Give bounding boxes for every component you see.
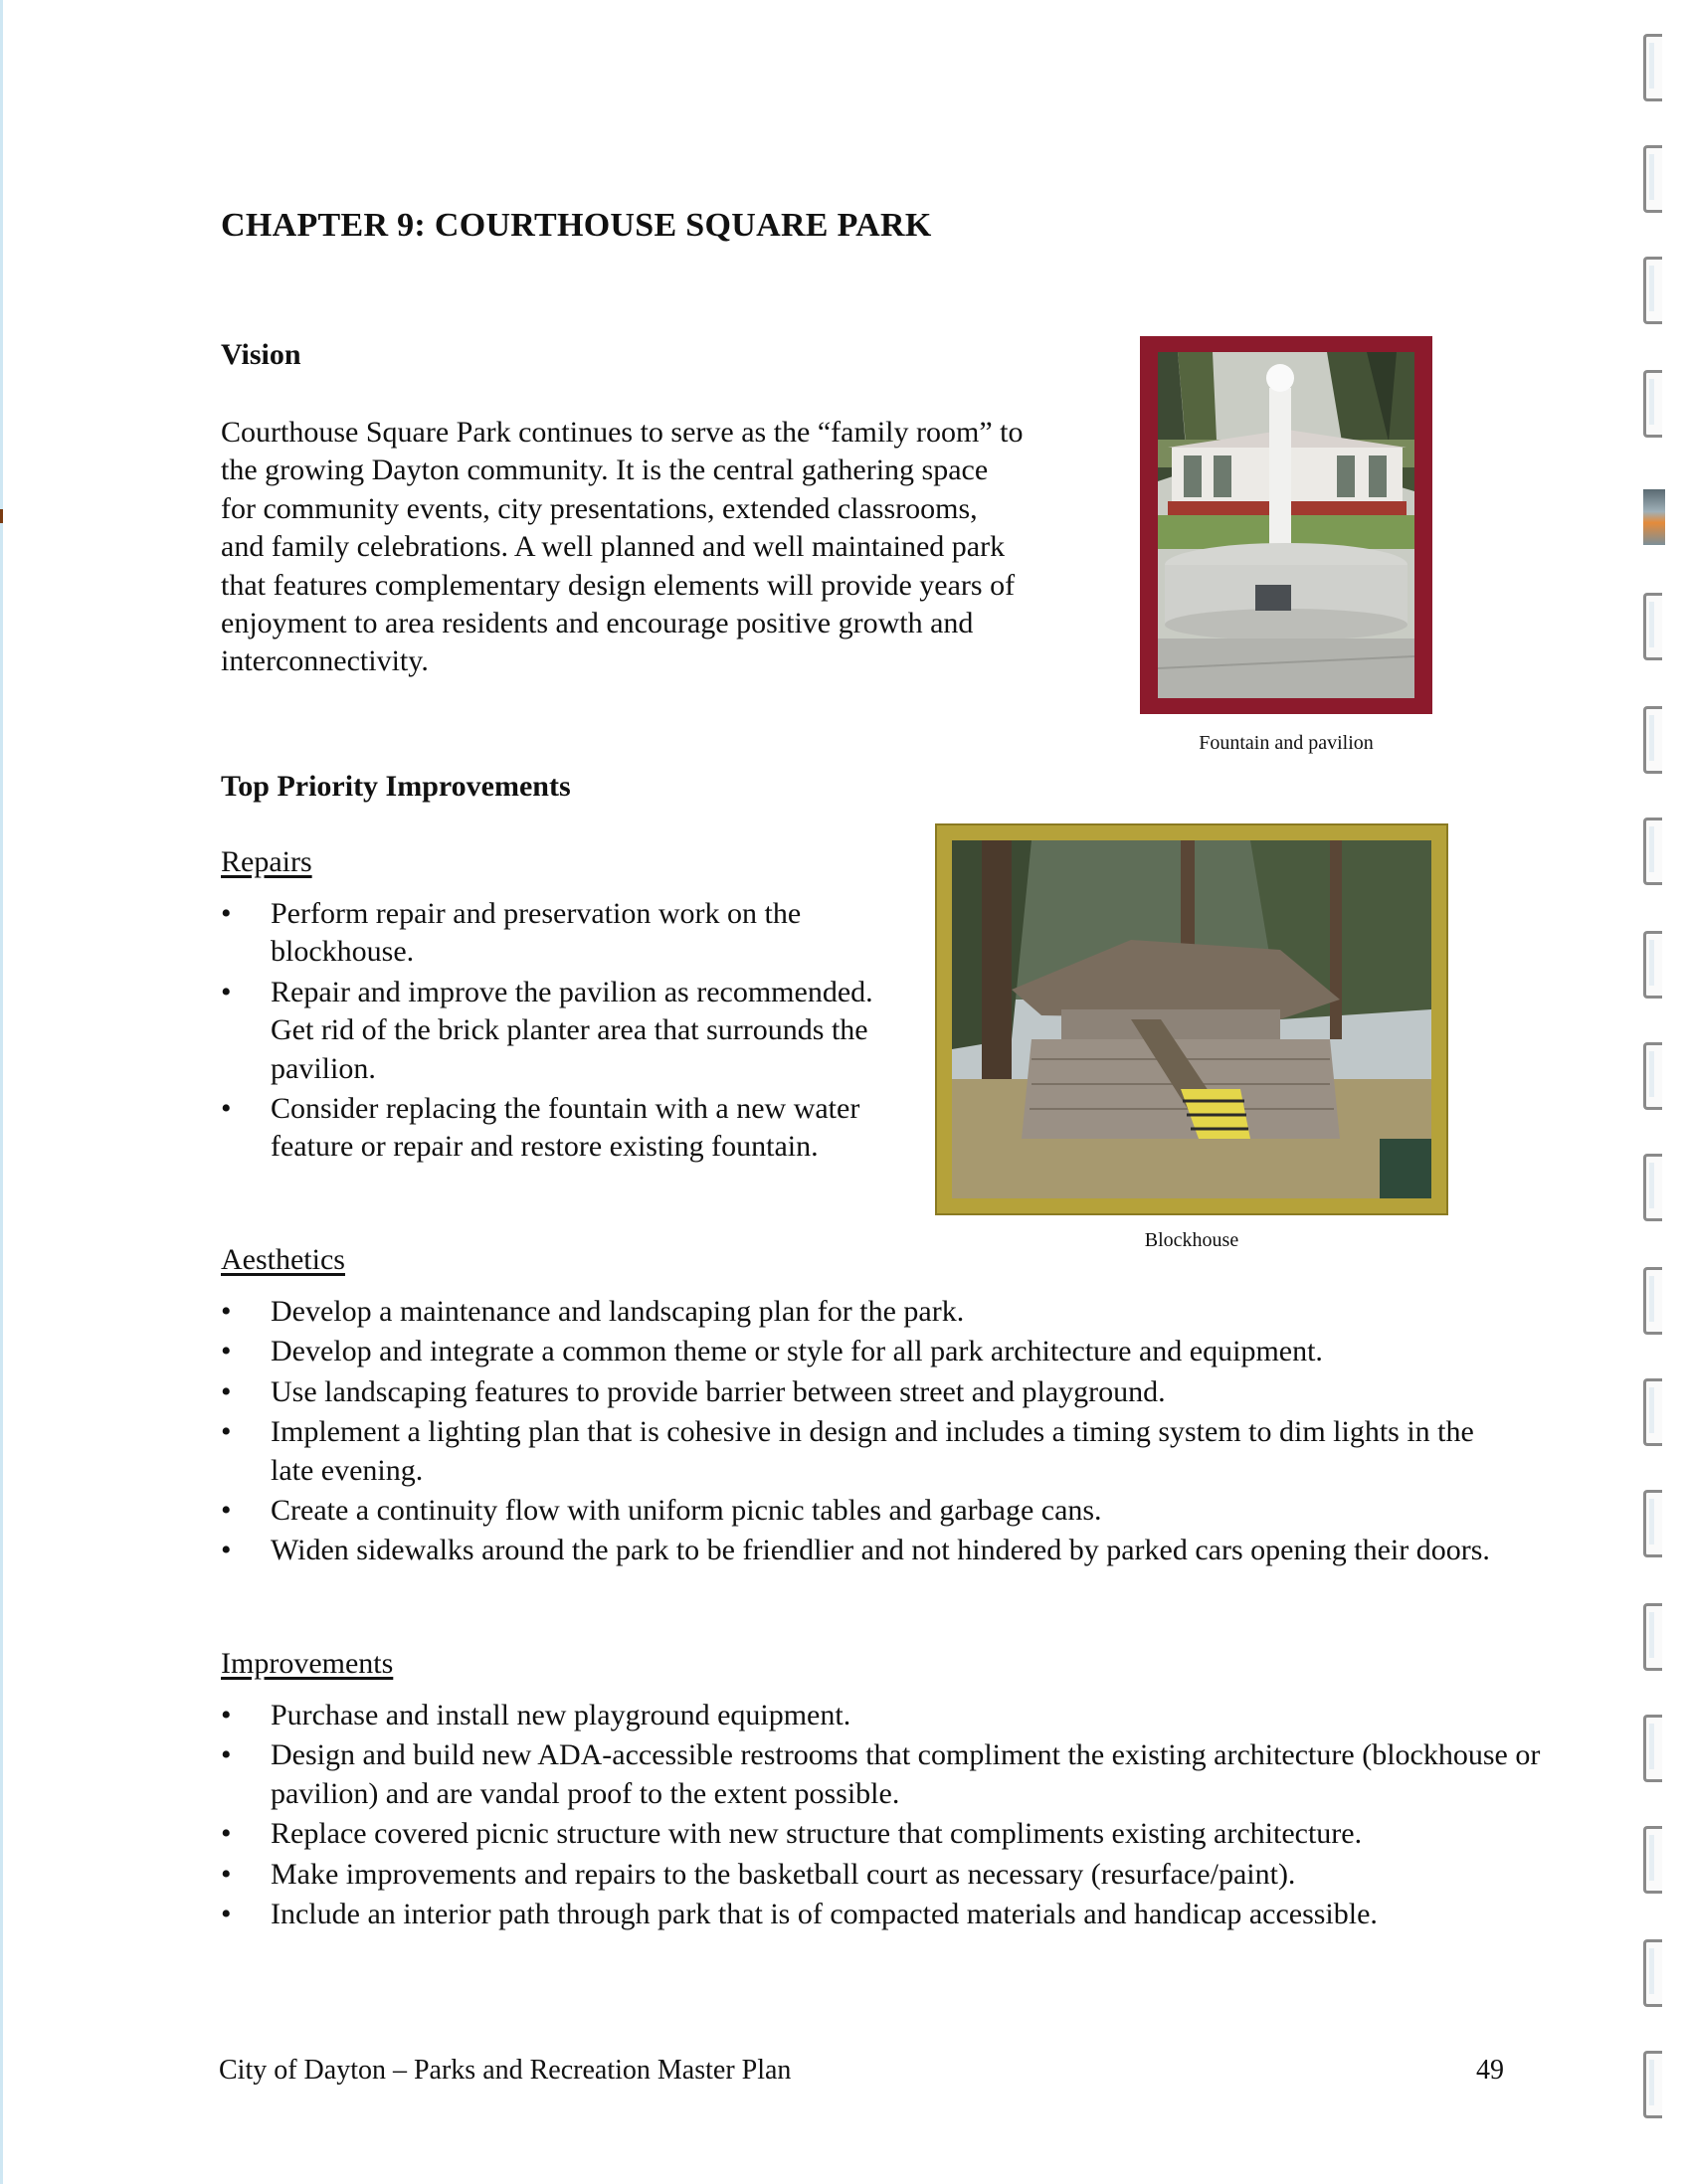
- fountain-photo: [1140, 336, 1432, 714]
- binding-ring: [1643, 1603, 1662, 1671]
- list-item: • Design and build new ADA-accessible restrooms that compliment the existing architecture (blockhouse or pavilion) and are vandal proof to the extent possible.: [221, 1736, 1544, 1813]
- repairs-subheading: Repairs: [221, 845, 312, 878]
- list-item: • Consider replacing the fountain with a new water feature or repair and restore existing fountain.: [221, 1090, 917, 1167]
- binding-ring: [1643, 593, 1662, 660]
- fountain-caption: Fountain and pavilion: [1199, 732, 1374, 754]
- vision-paragraph: [221, 414, 1023, 681]
- list-item: • Widen sidewalks around the park to be friendlier and not hindered by parked cars opening their doors.: [221, 1532, 1524, 1569]
- vision-line: for community events, city presentations, extended classrooms,: [221, 491, 978, 525]
- list-item: • Perform repair and preservation work on the blockhouse.: [221, 895, 917, 972]
- binding-ring: [1643, 34, 1662, 101]
- binding-ring: [1643, 370, 1662, 438]
- list-item: • Implement a lighting plan that is cohesive in design and includes a timing system to dim lights in the late evening.: [221, 1413, 1504, 1490]
- list-item: • Purchase and install new playground equipment.: [221, 1697, 1524, 1734]
- binding-ring: [1643, 1490, 1662, 1557]
- blockhouse-caption: Blockhouse: [1144, 1229, 1239, 1251]
- binding-ring: [1643, 1154, 1662, 1221]
- vision-line: Courthouse Square Park continues to serve as the “family room” to: [221, 416, 1024, 449]
- binding-ring: [1643, 931, 1662, 999]
- list-item: • Replace covered picnic structure with new structure that compliments existing architecture.: [221, 1815, 1524, 1853]
- vision-line: and family celebrations. A well planned and well maintained park: [221, 530, 1006, 564]
- binding-tab: [1643, 489, 1665, 545]
- aesthetics-subheading: Aesthetics: [221, 1243, 345, 1276]
- binding-ring: [1643, 706, 1662, 774]
- binding-ring: [1643, 145, 1662, 213]
- vision-line: enjoyment to area residents and encourage positive growth and: [221, 607, 974, 640]
- list-item: • Make improvements and repairs to the basketball court as necessary (resurface/paint).: [221, 1856, 1524, 1894]
- list-item: • Develop a maintenance and landscaping plan for the park.: [221, 1293, 1514, 1331]
- page-edge-mark: [0, 509, 3, 523]
- binding-ring: [1643, 1939, 1662, 2007]
- blockhouse-photo-image: [952, 840, 1431, 1198]
- binding-ring: [1643, 2051, 1662, 2118]
- footer-title: City of Dayton – Parks and Recreation Master Plan: [219, 2055, 792, 2086]
- list-item: • Create a continuity flow with uniform picnic tables and garbage cans.: [221, 1492, 1514, 1530]
- vision-heading: Vision: [221, 338, 301, 371]
- list-item: • Include an interior path through park that is of compacted materials and handicap accessible.: [221, 1896, 1524, 1933]
- blockhouse-photo: [935, 823, 1448, 1215]
- binding-ring: [1643, 1042, 1662, 1110]
- top-priority-heading: Top Priority Improvements: [221, 770, 571, 803]
- binding-ring: [1643, 1715, 1662, 1782]
- list-item: • Use landscaping features to provide barrier between street and playground.: [221, 1373, 1514, 1411]
- list-item: • Repair and improve the pavilion as recommended. Get rid of the brick planter area that surrounds the pavilion.: [221, 974, 917, 1088]
- binding-ring: [1643, 1826, 1662, 1894]
- improvements-list: [221, 1697, 1541, 1935]
- page-number: 49: [1476, 2055, 1504, 2086]
- list-item: • Develop and integrate a common theme or style for all park architecture and equipment.: [221, 1333, 1514, 1370]
- vision-line: the growing Dayton community. It is the central gathering space: [221, 454, 989, 487]
- binding-ring: [1643, 818, 1662, 885]
- repairs-list: [221, 895, 917, 1169]
- improvements-subheading: Improvements: [221, 1647, 394, 1680]
- fountain-photo-image: [1158, 352, 1414, 698]
- binding-ring: [1643, 1267, 1662, 1335]
- aesthetics-list: [221, 1293, 1514, 1572]
- spiral-binding: [1635, 0, 1689, 2184]
- vision-line: that features complementary design elements will provide years of: [221, 568, 1016, 602]
- chapter-title: CHAPTER 9: COURTHOUSE SQUARE PARK: [221, 207, 932, 244]
- binding-ring: [1643, 257, 1662, 324]
- vision-line: interconnectivity.: [221, 644, 429, 678]
- binding-ring: [1643, 1378, 1662, 1446]
- page-edge: [0, 0, 3, 2184]
